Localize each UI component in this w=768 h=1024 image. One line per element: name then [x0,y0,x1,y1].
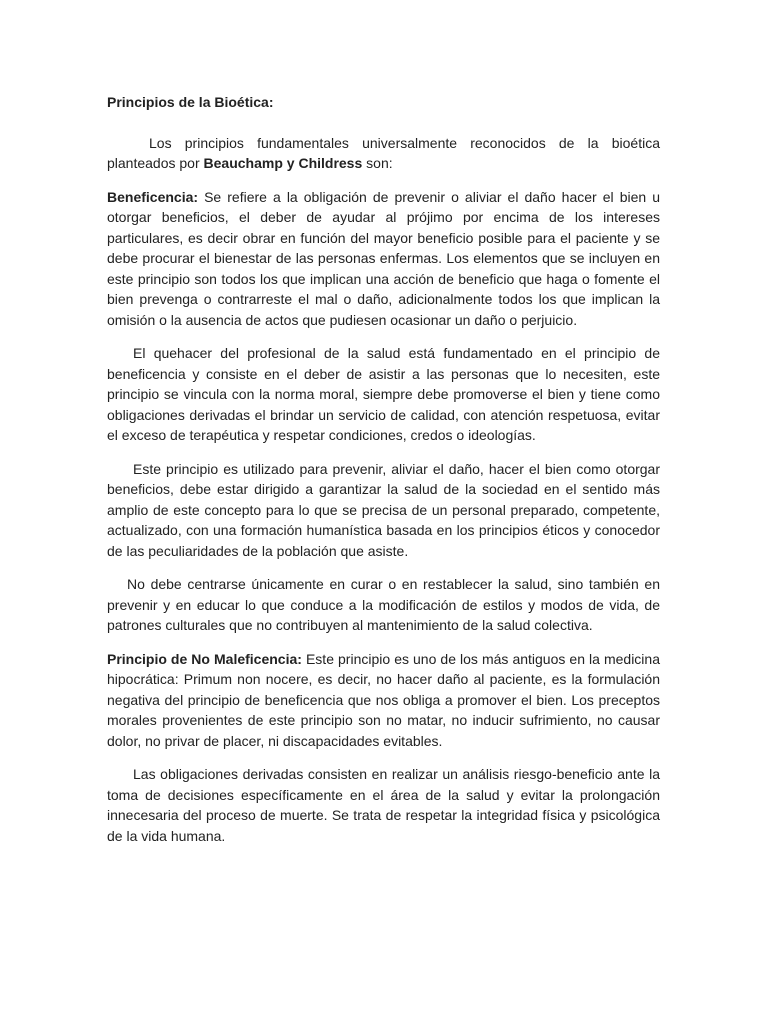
beneficencia-paragraph [107,187,660,331]
obligaciones-paragraph: Las obligaciones derivadas consisten en realizar un análisis riesgo-beneficio ante la toma de decisiones específicamente en el área de la salud y evitar la prolongación innecesaria del proceso de muerte. Se trata de respetar la integridad física y psicológica de la vida humana. [107,766,660,844]
intro-text-after: son: [362,155,393,171]
intro-authors: Beauchamp y Childress [203,155,363,171]
beneficencia-text: Se refiere a la obligación de prevenir o aliviar el daño hacer el bien u otorgar beneficios, el deber de ayudar al prójimo por encima de los intereses particulares, es decir obrar en función del mayor beneficio posible para el paciente y se debe procurar el bienestar de las personas enfermas. Los elementos que se incluyen en este principio son todos los que implican una acción de beneficio que haga o fomente el bien prevenga o contrarreste el mal o daño, adicionalmente todos los que implican la omisión o la ausencia de actos que pudiesen ocasionar un daño o perjuicio. [107,188,660,328]
document-title: Principios de la Bioética: [107,94,274,110]
no-maleficencia-term: Principio de No Maleficencia: [107,650,302,667]
no-maleficencia-paragraph [107,649,660,752]
centrarse-paragraph: No debe centrarse únicamente en curar o en restablecer la salud, sino también en prevenir y en educar lo que conduce a la modificación de estilos y modos de vida, de patrones culturales que no contribuyen al mantenimiento de la salud colectiva. [107,576,660,633]
utilizado-paragraph: Este principio es utilizado para prevenir, aliviar el daño, hacer el bien como otorgar beneficios, debe estar dirigido a garantizar la salud de la sociedad en el sentido más amplio de este concepto para lo que se precisa de un personal preparado, competente, actualizado, con una formación humanística basada en los principios éticos y conocedor de las peculiaridades de la población que asiste. [107,460,660,559]
beneficencia-term: Beneficencia: [107,188,199,205]
intro-text-before: Los principios fundamentales universalmente reconocidos de la bioética planteados por [107,134,660,171]
intro-paragraph [107,133,660,174]
no-maleficencia-text: Este principio es uno de los más antiguos en la medicina hipocrática: Primum non nocere, es decir, no hacer daño al paciente, es la formulación negativa del principio de beneficencia que nos obliga a promover el bien. Los preceptos morales provenientes de este principio son no matar, no inducir sufrimiento, no causar dolor, no privar de placer, ni discapacidades evitables. [107,650,660,749]
quehacer-paragraph: El quehacer del profesional de la salud está fundamentado en el principio de beneficencia y consiste en el deber de asistir a las personas que lo necesiten, este principio se vincula con la norma moral, siempre debe promoverse el bien y tiene como obligaciones derivadas el brindar un servicio de calidad, con atención respetuosa, evitar el exceso de terapéutica y respetar condiciones, credos o ideologías. [107,345,660,443]
document-page [107,92,660,859]
